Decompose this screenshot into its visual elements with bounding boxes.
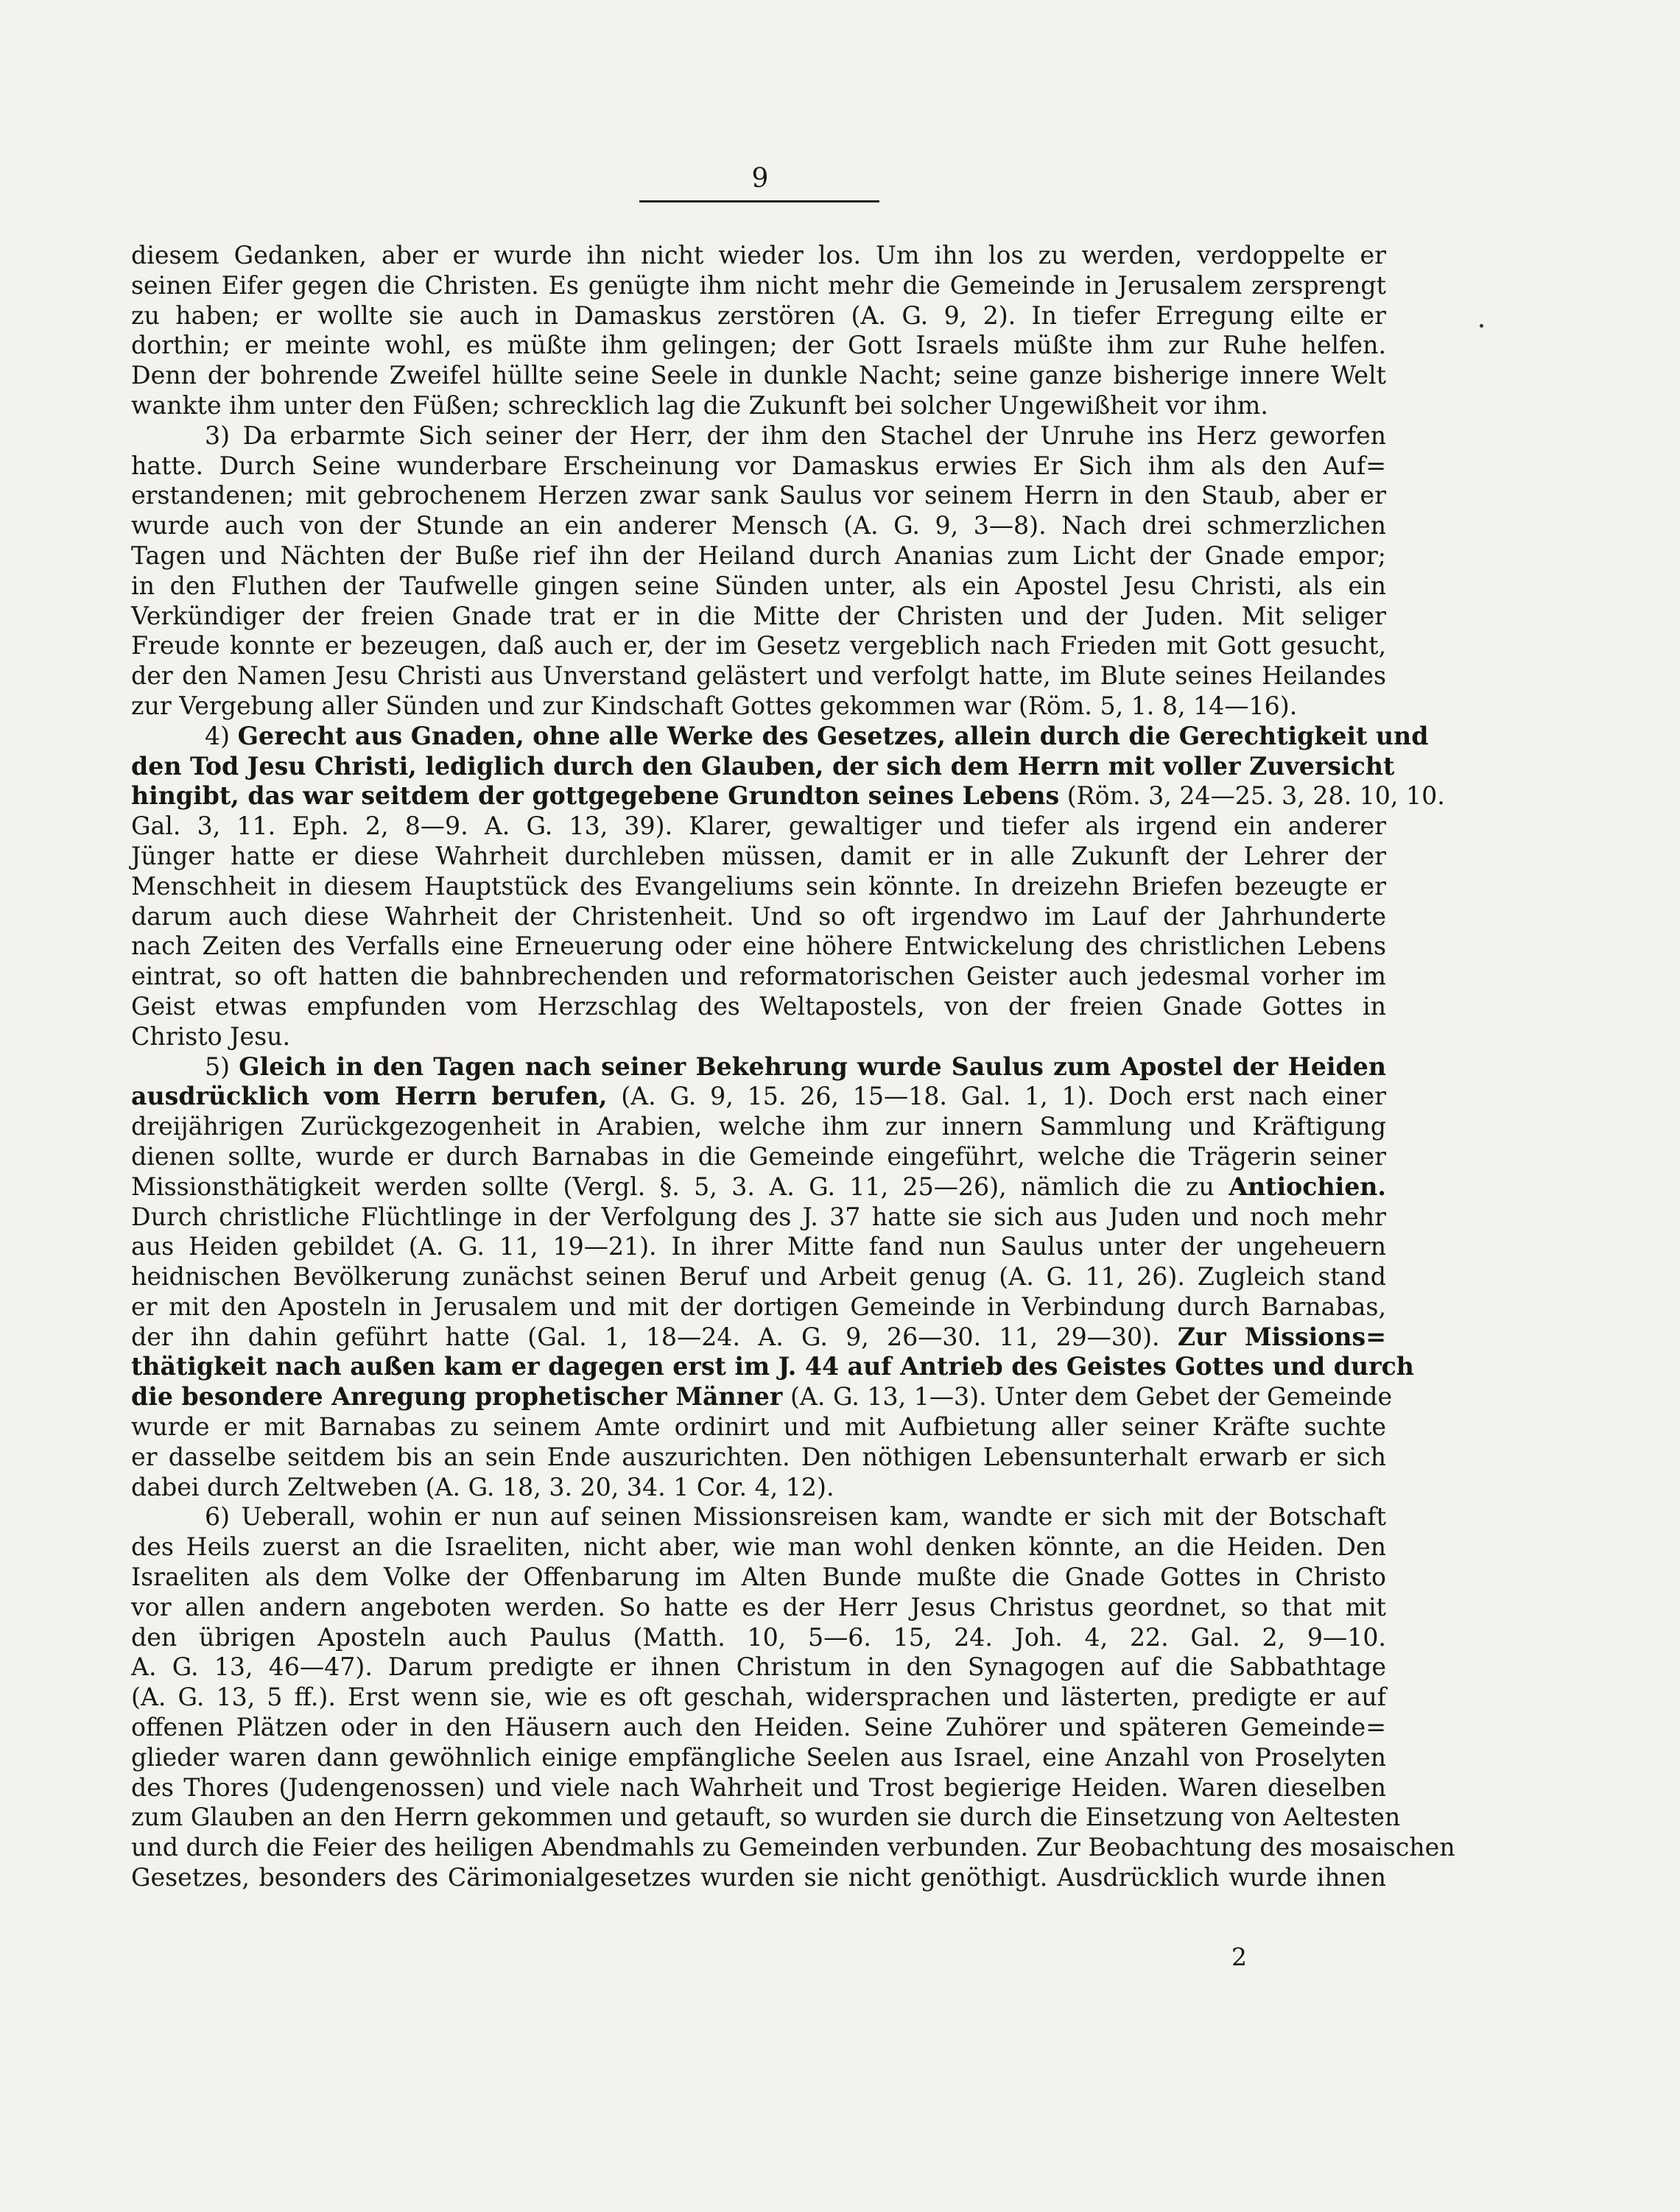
- text-line: wurde auch von der Stunde an ein anderer Mensch (A. G. 9, 3—8). Nach drei schmerzlichen: [131, 511, 1386, 540]
- text-line: zum Glauben an den Herrn gekommen und getauft, so wurden sie durch die Einsetzung von Aeltesten: [131, 1803, 1401, 1832]
- text-line: Denn der bohrende Zweifel hüllte seine Seele in dunkle Nacht; seine ganze bisherige innere Welt: [131, 361, 1386, 390]
- text-line: eintrat, so oft hatten die bahnbrechenden und reformatorischen Geister auch jedesmal vorher im: [131, 962, 1386, 991]
- text-line: er mit den Aposteln in Jerusalem und mit der dortigen Gemeinde in Verbindung durch Barnabas,: [131, 1292, 1386, 1321]
- text-line: den übrigen Aposteln auch Paulus (Matth. 10, 5—6. 15, 24. Joh. 4, 22. Gal. 2, 9—10.: [131, 1622, 1386, 1652]
- text-line: dabei durch Zeltweben (A. G. 18, 3. 20, 34. 1 Cor. 4, 12).: [131, 1472, 834, 1501]
- text-line: 3) Da erbarmte Sich seiner der Herr, der ihm den Stachel der Unruhe ins Herz geworfen: [205, 420, 1386, 450]
- bold-text-run: die besondere Anregung prophetischer Männer: [131, 1382, 783, 1412]
- text-line: des Heils zuerst an die Israeliten, nicht aber, wie man wohl denken könnte, an die Heiden. Den: [131, 1532, 1386, 1562]
- text-line: wurde er mit Barnabas zu seinem Amte ordinirt und mit Aufbietung aller seiner Kräfte suchte: [131, 1412, 1386, 1442]
- text-line: Gal. 3, 11. Eph. 2, 8—9. A. G. 13, 39). Klarer, gewaltiger und tiefer als irgend ein anderer: [131, 811, 1386, 841]
- text-line: (A. G. 13, 5 ff.). Erst wenn sie, wie es oft geschah, widersprachen und lästerten, predigte er auf: [131, 1683, 1386, 1712]
- text-line: erstandenen; mit gebrochenem Herzen zwar sank Saulus vor seinem Herrn in den Staub, aber er: [131, 481, 1386, 510]
- text-line: aus Heiden gebildet (A. G. 11, 19—21). In ihrer Mitte fand nun Saulus unter der ungeheuern: [131, 1232, 1386, 1261]
- text-line: Tagen und Nächten der Buße rief ihn der Heiland durch Ananias zum Licht der Gnade empor;: [131, 540, 1386, 570]
- text-run: (Röm. 3, 24—25. 3, 28. 10, 10.: [1059, 781, 1445, 811]
- text-line: [131, 1052, 1386, 1082]
- text-line: Jünger hatte er diese Wahrheit durchleben müssen, damit er in alle Zukunft der Lehrer der: [131, 841, 1386, 870]
- text-line: darum auch diese Wahrheit der Christenheit. Und so oft irgendwo im Lauf der Jahrhunderte: [131, 901, 1386, 931]
- bold-text-run: den Tod Jesu Christi, lediglich durch den Glauben, der sich dem Herrn mit voller Zuversicht: [131, 751, 1395, 781]
- text-line: [131, 1082, 1386, 1112]
- text-line: heidnischen Bevölkerung zunächst seinen Beruf und Arbeit genug (A. G. 11, 26). Zugleich stand: [131, 1262, 1386, 1292]
- text-run: der ihn dahin geführt hatte (Gal. 1, 18—24. A. G. 9, 26—30. 11, 29—30).: [131, 1322, 1178, 1351]
- text-line: Verkündiger der freien Gnade trat er in die Mitte der Christen und der Juden. Mit seliger: [131, 601, 1386, 630]
- text-line: seinen Eifer gegen die Christen. Es genügte ihm nicht mehr die Gemeinde in Jerusalem zersprengt: [131, 270, 1386, 300]
- text-line: in den Fluthen der Taufwelle gingen seine Sünden unter, als ein Apostel Jesu Christi, als ein: [131, 571, 1386, 600]
- text-line: dreijährigen Zurückgezogenheit in Arabien, welche ihm zur innern Sammlung und Kräftigung: [131, 1112, 1386, 1141]
- header-rule: [639, 200, 879, 202]
- text-line: dorthin; er meinte wohl, es müßte ihm gelingen; der Gott Israels müßte ihm zur Ruhe helfen.: [131, 331, 1386, 360]
- text-line: Geist etwas empfunden vom Herzschlag des Weltapostels, von der freien Gnade Gottes in: [131, 991, 1386, 1021]
- text-line: [131, 721, 1429, 752]
- body-text: [131, 241, 1455, 1893]
- text-line: wankte ihm unter den Füßen; schrecklich lag die Zukunft bei solcher Ungewißheit vor ihm.: [131, 390, 1268, 420]
- text-line: offenen Plätzen oder in den Häusern auch den Heiden. Seine Zuhörer und späteren Gemeinde=: [131, 1713, 1386, 1742]
- text-run: 4): [205, 721, 238, 750]
- text-line: er dasselbe seitdem bis an sein Ende auszurichten. Den nöthigen Lebensunterhalt erwarb er sich: [131, 1442, 1386, 1471]
- text-line: Durch christliche Flüchtlinge in der Verfolgung des J. 37 hatte sie sich aus Juden und noch mehr: [131, 1202, 1386, 1231]
- text-line: diesem Gedanken, aber er wurde ihn nicht wieder los. Um ihn los zu werden, verdoppelte er: [131, 241, 1386, 270]
- sheet-signature-mark: 2: [1231, 1942, 1247, 1971]
- text-run: Missionsthätigkeit werden sollte (Vergl. §. 5, 3. A. G. 11, 25—26), nämlich die zu: [131, 1172, 1229, 1201]
- bold-text-run: thätigkeit nach außen kam er dagegen erst im J. 44 auf Antrieb des Geistes Gottes und durch: [131, 1352, 1414, 1381]
- text-line: Christo Jesu.: [131, 1021, 291, 1051]
- text-line: nach Zeiten des Verfalls eine Erneuerung oder eine höhere Entwickelung des christlichen Lebens: [131, 931, 1386, 961]
- text-line: [131, 751, 1395, 782]
- text-line: Menschheit in diesem Hauptstück des Evangeliums sein könnte. In dreizehn Briefen bezeugte er: [131, 871, 1386, 901]
- bold-text-run: hingibt, das war seitdem der gottgegebene Grundton seines Lebens: [131, 781, 1060, 811]
- margin-speck: [1480, 324, 1483, 328]
- text-line: Freude konnte er bezeugen, daß auch er, der im Gesetz vergeblich nach Frieden mit Gott gesucht,: [131, 631, 1386, 661]
- text-line: [131, 1382, 1393, 1412]
- text-line: und durch die Feier des heiligen Abendmahls zu Gemeinden verbunden. Zur Beobachtung des mosaischen: [131, 1833, 1455, 1862]
- text-line: 6) Ueberall, wohin er nun auf seinen Missionsreisen kam, wandte er sich mit der Botschaft: [205, 1502, 1386, 1532]
- bold-text-run: Gerecht aus Gnaden, ohne alle Werke des Gesetzes, allein durch die Gerechtigkeit und: [237, 721, 1429, 750]
- text-line: [131, 1172, 1386, 1202]
- bold-text-run: Antiochien.: [1229, 1172, 1386, 1201]
- text-run: 5): [205, 1052, 239, 1081]
- text-line: Gesetzes, besonders des Cärimonialgesetzes wurden sie nicht genöthigt. Ausdrücklich wurde ihnen: [131, 1863, 1386, 1892]
- text-line: [131, 781, 1445, 811]
- text-run: (A. G. 9, 15. 26, 15—18. Gal. 1, 1). Doch erst nach einer: [607, 1082, 1386, 1111]
- text-line: Israeliten als dem Volke der Offenbarung im Alten Bunde mußte die Gnade Gottes in Christo: [131, 1563, 1386, 1592]
- text-line: des Thores (Judengenossen) und viele nach Wahrheit und Trost begierige Heiden. Waren dieselben: [131, 1772, 1386, 1802]
- text-line: [131, 1322, 1386, 1353]
- text-line: glieder waren dann gewöhnlich einige empfängliche Seelen aus Israel, eine Anzahl von Proselyten: [131, 1742, 1386, 1772]
- page-number: 9: [751, 163, 769, 194]
- bold-text-run: Gleich in den Tagen nach seiner Bekehrung wurde Saulus zum Apostel der Heiden: [239, 1052, 1386, 1081]
- text-line: [131, 1352, 1414, 1382]
- text-line: dienen sollte, wurde er durch Barnabas in die Gemeinde eingeführt, welche die Trägerin seiner: [131, 1141, 1386, 1171]
- text-line: zur Vergebung aller Sünden und zur Kindschaft Gottes gekommen war (Röm. 5, 1. 8, 14—16).: [131, 691, 1298, 720]
- text-line: der den Namen Jesu Christi aus Unverstand gelästert und verfolgt hatte, im Blute seines Heilandes: [131, 661, 1386, 691]
- text-line: A. G. 13, 46—47). Darum predigte er ihnen Christum in den Synagogen auf die Sabbathtage: [131, 1652, 1386, 1682]
- text-line: hatte. Durch Seine wunderbare Erscheinung vor Damaskus erwies Er Sich ihm als den Auf=: [131, 451, 1386, 480]
- text-line: vor allen andern angeboten werden. So hatte es der Herr Jesus Christus geordnet, so that mit: [131, 1592, 1386, 1621]
- bold-text-run: Zur Missions=: [1177, 1322, 1386, 1351]
- text-line: zu haben; er wollte sie auch in Damaskus zerstören (A. G. 9, 2). In tiefer Erregung eilte er: [131, 300, 1386, 330]
- text-run: (A. G. 13, 1—3). Unter dem Gebet der Gemeinde: [782, 1382, 1393, 1412]
- bold-text-run: ausdrücklich vom Herrn berufen,: [131, 1082, 608, 1111]
